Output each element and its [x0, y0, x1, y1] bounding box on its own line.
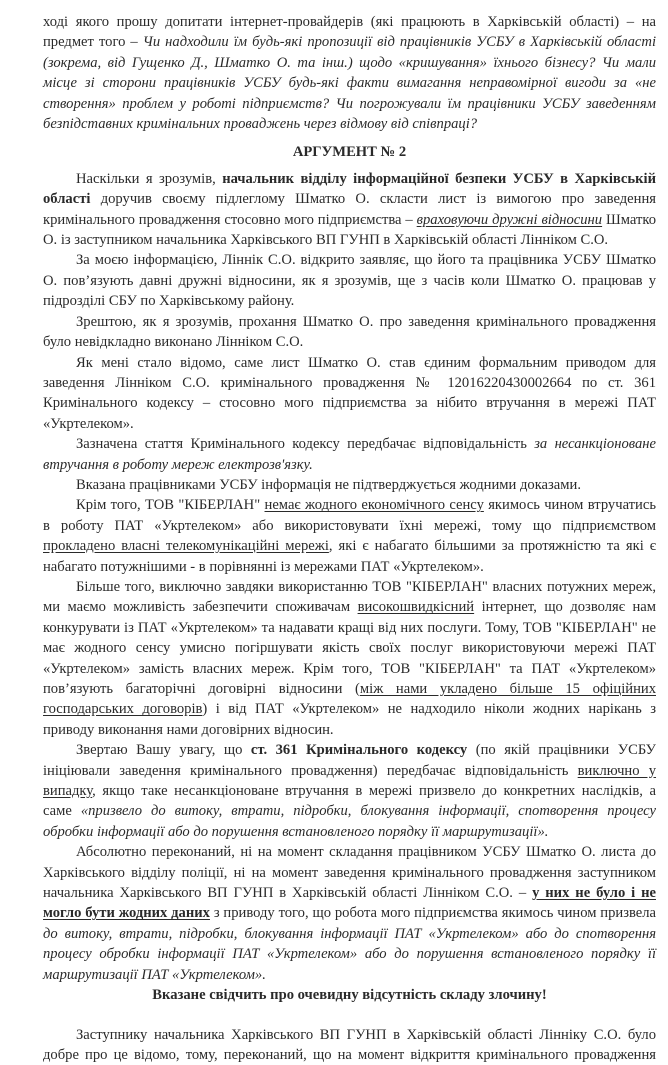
- body-paragraph: [43, 577, 656, 740]
- paragraph-text: За моєю інформацією, Ліннік С.О. відкрито заявляє, що його та працівника УСБУ Шматко О. пов’язують давні дружні відносини, як я зрозумів, ще з часів коли Шматко О. працював у підрозділі СБУ по Харківському району.: [43, 252, 656, 309]
- paragraph-text: Наскільки я зрозумів,: [76, 171, 222, 187]
- body-paragraph: [43, 1025, 656, 1065]
- italic-text: за несанкціоноване втручання в роботу мереж електрозв'язку.: [43, 436, 656, 472]
- body-paragraph: [43, 434, 656, 475]
- body-paragraph: [43, 740, 656, 842]
- bold-text: у них не було і не могло бути жодних даних: [43, 885, 656, 921]
- underlined-text: немає жодного економічного сенсу: [265, 497, 484, 513]
- paragraph-text: Більше того, виключно завдяки використанню ТОВ "КІБЕРЛАН" власних потужних мереж, ми маємо можливість забезпечити споживачам: [43, 579, 656, 615]
- bold-text: начальник відділу інформаційної безпеки УСБУ в Харківській області: [43, 171, 656, 207]
- paragraph-text: Зазначена стаття Кримінального кодексу передбачає відповідальність: [76, 436, 534, 452]
- paragraph-text: з приводу того, що робота мого підприємства якимось чином призвела: [210, 905, 656, 921]
- paragraph-text: , які є набагато більшими за протяжністю та які є набагато потужнішими - в порівнянні із мережами ПАТ «Укртелеком».: [43, 538, 656, 574]
- body-paragraph: [43, 842, 656, 985]
- body-paragraph: [43, 312, 656, 353]
- paragraph-text: інтернет, що дозволяє нам конкурувати із ПАТ «Укртелеком» та надавати кращі від них послуги. Тому, ТОВ "КІБЕРЛАН" не має жодного сенсу умисно погіршувати якість своїх послуг використовуючи мережі ПАТ «Укртелеком» замість власних мереж. Крім того, ТОВ "КІБЕРЛАН" та ПАТ «Укртелеком» пов’язують багаторічні договірні відносини (: [43, 599, 656, 697]
- italic-text: «призвело до витоку, втрати, підробки, блокування інформації, спотворення процесу обробки інформації або до порушення встановленого порядку її маршрутизації».: [43, 803, 656, 839]
- underlined-text: між нами укладено більше 15 офіційних господарських договорів: [43, 681, 656, 717]
- body-paragraph: [43, 353, 656, 435]
- bold-text: ст. 361 Кримінального кодексу: [251, 742, 467, 758]
- document-page: [43, 12, 656, 1065]
- paragraph-text: (по якій працівники УСБУ ініціювали заведення кримінального провадження) передбачає відповідальність: [43, 742, 656, 778]
- body-paragraph: [43, 495, 656, 577]
- paragraph-text: доручив своєму підлеглому Шматко О. скласти лист із вимогою про заведення кримінального провадження стосовно мого підприємства –: [43, 191, 656, 227]
- paragraph-text: Зрештою, як я зрозумів, прохання Шматко О. про заведення кримінального провадження було невідкладно виконано Лінніком С.О.: [43, 314, 656, 350]
- italic-text: до витоку, втрати, підробки, блокування інформації ПАТ «Укртелеком» або до спотворення процесу обробки інформації ПАТ «Укртелеком» або до порушення встановленого порядку її маршрутизації ПАТ «Укртелеком».: [43, 926, 656, 983]
- underlined-text: прокладено власні телекомунікаційні мережі: [43, 538, 329, 554]
- italic-text: враховуючи дружні відносини: [417, 212, 602, 228]
- underlined-text: виключно у випадку: [43, 763, 656, 799]
- paragraph-text: Абсолютно переконаний, ні на момент складання працівником УСБУ Шматко О. листа до Харківського відділу поліції, ні на момент заведення кримінального провадження заступником начальника Харківського ВП ГУНП в Харківській області Лінніком С.О. –: [43, 844, 656, 901]
- paragraph-text: Вказана працівниками УСБУ інформація не підтверджується жодними доказами.: [76, 477, 581, 493]
- paragraph-text: , якщо таке несанкціоноване втручання в мережі призвело до конкретних наслідків, а саме: [43, 783, 656, 819]
- paragraph-text: ) і від ПАТ «Укртелеком» не надходило ніколи жодних нарікань з приводу виконання нами договірних відносин.: [43, 701, 656, 737]
- conclusion-heading: Вказане свідчить про очевидну відсутність складу злочину!: [43, 985, 656, 1005]
- body-paragraph: [43, 250, 656, 311]
- body-paragraph: [43, 475, 656, 495]
- paragraph-text: Заступнику начальника Харківського ВП ГУНП в Харківській області Лінніку С.О. було добре про це відомо, тому, переконаний, що на момент відкриття кримінального провадження: [43, 1027, 656, 1063]
- body-paragraph: [43, 12, 656, 134]
- body-paragraph: [43, 169, 656, 251]
- paragraph-text: якимось чином втручатись в роботу ПАТ «Укртелеком» або використовувати їхні мережі, тому що підприємством: [43, 497, 656, 533]
- paragraph-text: ході якого прошу допитати інтернет-провайдерів (які працюють в Харківській області) – на предмет того –: [43, 14, 656, 50]
- paragraph-text: Крім того, ТОВ "КІБЕРЛАН": [76, 497, 265, 513]
- section-heading-argument: АРГУМЕНТ № 2: [43, 142, 656, 162]
- paragraph-text: Шматко О. із заступником начальника Харківського ВП ГУНП в Харківській області Лінніком С.О.: [43, 212, 656, 248]
- paragraph-text: Звертаю Вашу увагу, що: [76, 742, 251, 758]
- italic-text: Чи надходили їм будь-які пропозиції від працівників УСБУ в Харківській області (зокрема, від Гущенко Д., Шматко О. та інш.) щодо «кришування» їхнього бізнесу? Чи мали місце зі сторони працівників УСБУ будь-які факти вимагання неправомірної вигоди за «не створення» проблем у роботі підприємств? Чи погрожували їм працівники УСБУ заведенням безпідставних кримінальних проваджень через відмову від співпраці?: [43, 34, 656, 132]
- underlined-text: високошвидкісний: [358, 599, 475, 615]
- paragraph-text: Як мені стало відомо, саме лист Шматко О. став єдиним формальним приводом для заведення Лінніком С.О. кримінального провадження № 12016220430002664 по ст. 361 Кримінального кодексу – стосовно мого підприємства за нібито втручання в мережі ПАТ «Укртелеком».: [43, 355, 656, 432]
